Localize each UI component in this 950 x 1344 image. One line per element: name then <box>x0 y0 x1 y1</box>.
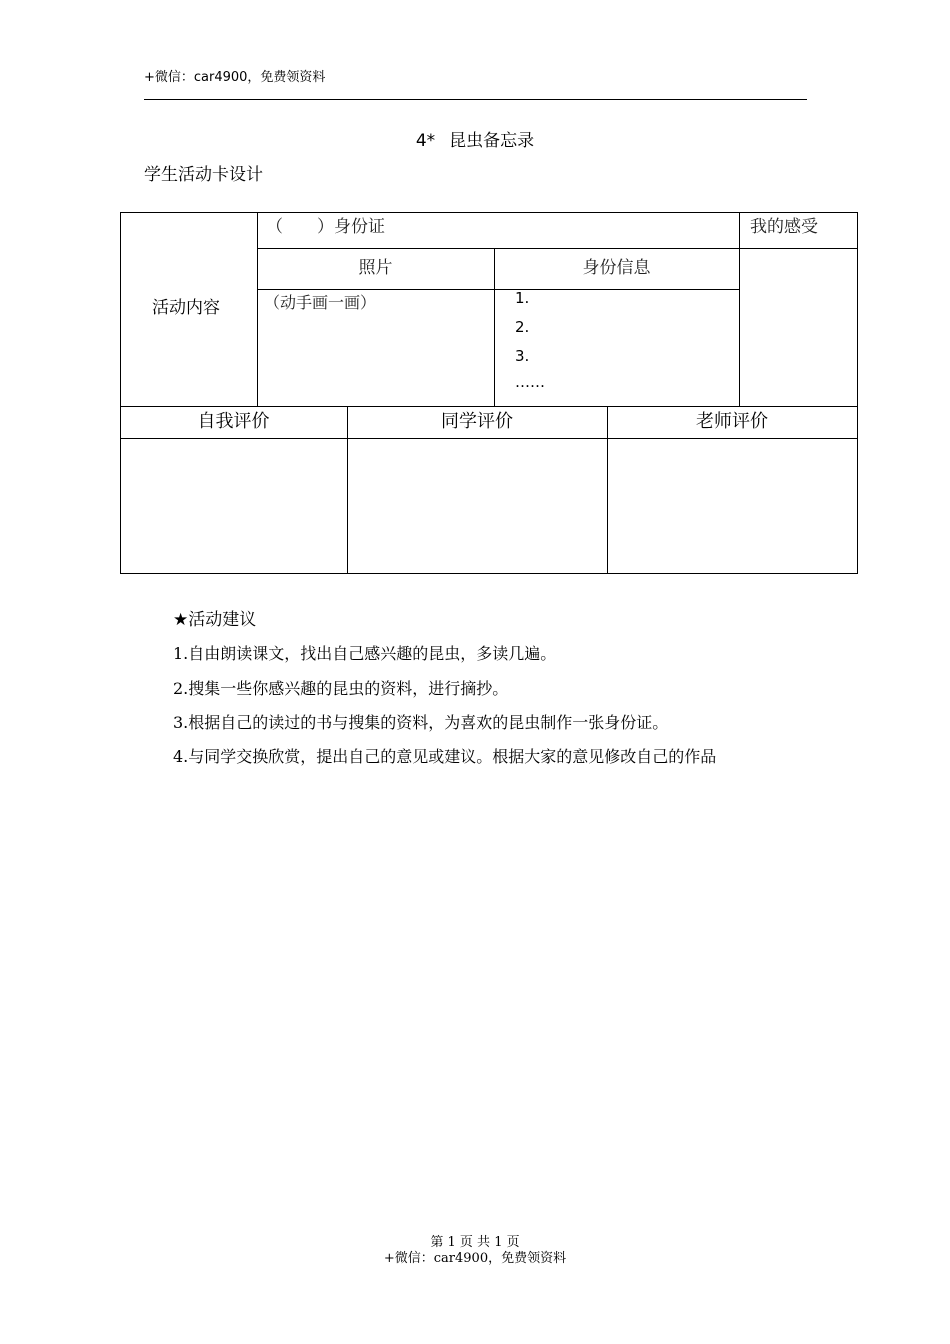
eval-self-heading: 自我评价 <box>197 411 270 432</box>
table-border-right <box>857 212 858 574</box>
title-text: 昆虫备忘录 <box>449 131 535 151</box>
header-note: +微信：car4900，免费领资料 <box>144 70 326 85</box>
info-item: 3. <box>515 347 530 365</box>
suggestion-item: 3.根据自己的读过的书与搜集的资料，为喜欢的昆虫制作一张身份证。 <box>173 713 669 732</box>
header-divider <box>144 99 807 100</box>
table-border-bottom <box>120 573 858 574</box>
page-subtitle: 学生活动卡设计 <box>144 165 263 185</box>
suggestion-item: 2.搜集一些你感兴趣的昆虫的资料，进行摘抄。 <box>173 679 509 698</box>
title-number: 4* <box>415 131 436 151</box>
table-border-top <box>120 212 858 213</box>
info-item: 2. <box>515 318 530 336</box>
photo-hint: （动手画一画） <box>264 293 377 312</box>
suggestion-item: 4.与同学交换欣赏，提出自己的意见或建议。根据大家的意见修改自己的作品 <box>173 747 717 766</box>
table-line <box>739 212 740 406</box>
page-number: 第 1 页 共 1 页 <box>430 1235 520 1250</box>
info-item: …… <box>515 373 545 391</box>
suggestion-item: 1.自由朗读课文，找出自己感兴趣的昆虫，多读几遍。 <box>173 644 557 663</box>
eval-peer-heading: 同学评价 <box>441 411 513 432</box>
suggestions-title: ★活动建议 <box>173 610 257 630</box>
photo-heading: 照片 <box>358 258 393 278</box>
table-line <box>120 438 858 439</box>
page-title <box>0 126 950 151</box>
table-line <box>257 212 258 406</box>
row-label-activity: 活动内容 <box>152 298 220 318</box>
feeling-heading: 我的感受 <box>750 217 818 237</box>
id-card-heading: （ ）身份证 <box>266 217 385 237</box>
table-border-left <box>120 212 121 574</box>
footer-note: +微信：car4900，免费领资料 <box>383 1251 567 1266</box>
eval-teacher-heading: 老师评价 <box>696 411 768 432</box>
info-heading: 身份信息 <box>582 258 651 278</box>
table-line <box>257 248 858 249</box>
info-item: 1. <box>515 289 530 307</box>
